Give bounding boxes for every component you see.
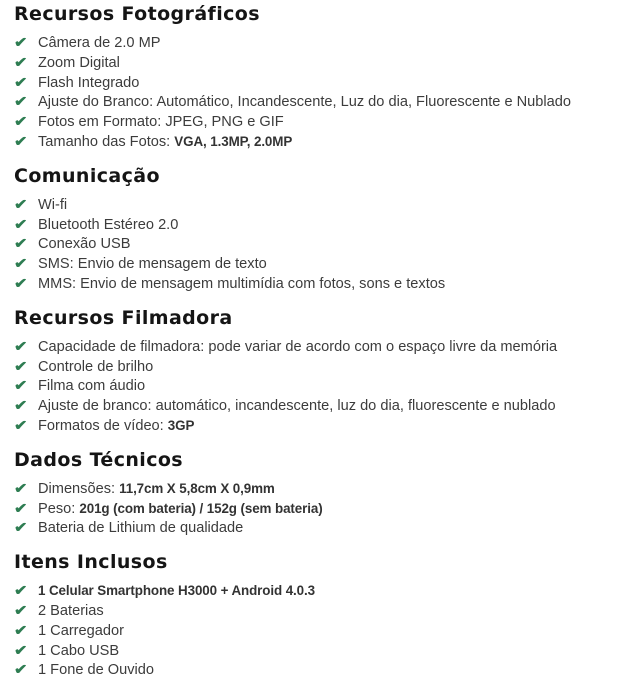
item-text: Filma com áudio [38, 378, 146, 395]
list-item [14, 338, 611, 358]
check-icon: ✔ [14, 601, 28, 618]
list-item [14, 216, 611, 236]
check-icon: ✔ [14, 377, 28, 394]
item-text: Bateria de Lithium de qualidade [38, 520, 244, 537]
list-item [14, 417, 611, 437]
item-text: Capacidade de filmadora: pode variar de acordo com o espaço livre da memória [38, 338, 558, 355]
spec-list [14, 34, 611, 153]
item-text: Flash Integrado [38, 74, 140, 91]
item-text: Formatos de vídeo: [38, 417, 168, 434]
section-title: Recursos Filmadora [14, 306, 233, 329]
check-icon: ✔ [14, 274, 28, 291]
check-icon: ✔ [14, 641, 28, 658]
section-title: Recursos Fotográficos [14, 3, 260, 25]
list-item [14, 358, 611, 378]
item-bold-text: 201g (com bateria) / 152g (sem bateria) [79, 500, 323, 516]
check-icon: ✔ [14, 73, 28, 90]
item-text: Bluetooth Estéreo 2.0 [38, 216, 179, 233]
check-icon: ✔ [14, 255, 28, 272]
list-item [14, 275, 611, 295]
check-icon: ✔ [14, 337, 28, 354]
section-title: Itens Inclusos [14, 551, 168, 574]
check-icon: ✔ [14, 53, 28, 70]
spec-list [14, 582, 611, 681]
list-item [14, 377, 611, 397]
check-icon: ✔ [14, 113, 28, 130]
check-icon: ✔ [14, 235, 28, 252]
check-icon: ✔ [14, 93, 28, 110]
item-text: Ajuste do Branco: Automático, Incandescente, Luz do dia, Fluorescente e Nublado [38, 94, 572, 111]
item-text: 1 Cabo USB [38, 642, 120, 659]
list-item [14, 582, 611, 602]
check-icon: ✔ [14, 499, 28, 516]
list-item [14, 113, 611, 133]
item-text: 1 Carregador [38, 622, 124, 639]
list-item [14, 480, 611, 500]
list-item [14, 54, 611, 74]
check-icon: ✔ [14, 357, 28, 374]
list-item [14, 642, 611, 662]
list-item [14, 74, 611, 94]
check-icon: ✔ [14, 621, 28, 638]
section-title: Dados Técnicos [14, 448, 184, 471]
item-bold-text: 11,7cm X 5,8cm X 0,9mm [119, 480, 275, 496]
spec-list [14, 196, 611, 295]
item-bold-text: 1 Celular Smartphone H3000 + Android 4.0.3 [38, 583, 315, 599]
section-recursos-filmadora [14, 307, 611, 437]
section-title: Comunicação [14, 164, 160, 187]
list-item [14, 196, 611, 216]
item-text: Ajuste de branco: automático, incandescente, luz do dia, fluorescente e nublado [38, 398, 556, 415]
check-icon: ✔ [14, 132, 28, 149]
item-text: Zoom Digital [38, 54, 120, 71]
list-item [14, 34, 611, 54]
check-icon: ✔ [14, 582, 28, 599]
spec-list [14, 338, 611, 437]
item-text: MMS: Envio de mensagem multimídia com fotos, sons e textos [38, 275, 446, 292]
section-recursos-fotograficos [14, 3, 611, 153]
list-item [14, 133, 611, 153]
item-text: Controle de brilho [38, 358, 154, 375]
check-icon: ✔ [14, 661, 28, 678]
check-icon: ✔ [14, 416, 28, 433]
list-item [14, 255, 611, 275]
item-text: Câmera de 2.0 MP [38, 35, 161, 51]
section-itens-inclusos [14, 551, 611, 681]
section-comunicacao [14, 165, 611, 295]
list-item [14, 602, 611, 622]
item-bold-text: 3GP [167, 417, 195, 433]
check-icon: ✔ [14, 34, 28, 50]
item-text: 2 Baterias [38, 602, 104, 619]
check-icon: ✔ [14, 479, 28, 496]
item-text: 1 Fone de Ouvido [38, 662, 155, 679]
list-item [14, 661, 611, 681]
list-item [14, 500, 611, 520]
spec-list [14, 480, 611, 539]
list-item [14, 397, 611, 417]
check-icon: ✔ [14, 195, 28, 212]
item-text: Tamanho das Fotos: [38, 133, 175, 150]
item-text: Conexão USB [38, 236, 131, 253]
item-text: Wi-fi [38, 196, 68, 213]
list-item [14, 622, 611, 642]
list-item [14, 235, 611, 255]
list-item [14, 93, 611, 113]
list-item [14, 519, 611, 539]
item-text: SMS: Envio de mensagem de texto [38, 256, 267, 273]
item-bold-text: VGA, 1.3MP, 2.0MP [174, 133, 293, 149]
section-dados-tecnicos [14, 449, 611, 539]
check-icon: ✔ [14, 397, 28, 414]
item-text: Peso: [38, 500, 80, 517]
check-icon: ✔ [14, 215, 28, 232]
check-icon: ✔ [14, 519, 28, 536]
item-text: Fotos em Formato: JPEG, PNG e GIF [38, 114, 284, 131]
item-text: Dimensões: [38, 480, 120, 497]
